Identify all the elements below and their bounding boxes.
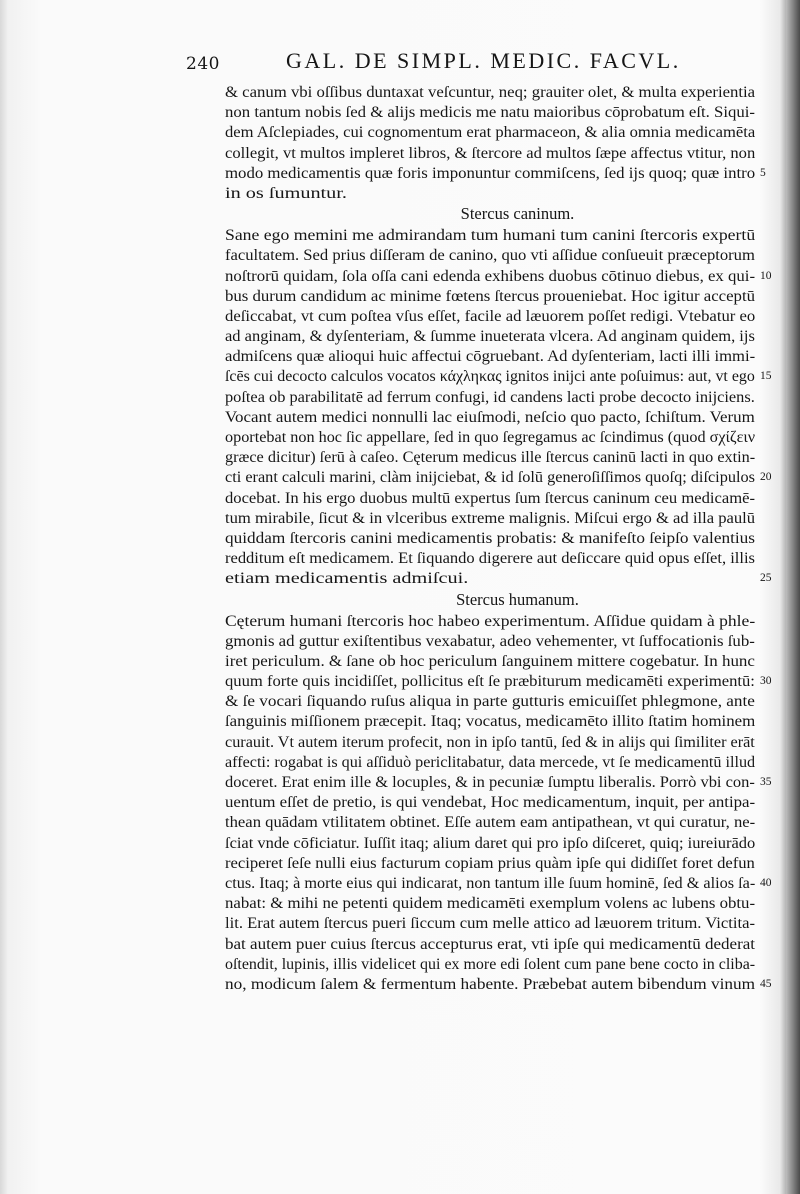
text-line: [225, 974, 770, 994]
line-number: 45: [760, 977, 772, 990]
line-number: 30: [760, 675, 772, 688]
text-line: [225, 266, 770, 286]
page-edge-shadow: [786, 0, 800, 1194]
text-line: [225, 893, 770, 913]
line-text: græce dicitur) ſerū à caſeo. Cęterum medicus ille ſtercus caninū lacti in quo extin-: [225, 448, 756, 467]
text-line: [225, 346, 770, 366]
text-line: [225, 548, 770, 568]
text-line: [225, 732, 770, 752]
line-text: bus durum candidum ac minime fœtens ſtercus proueniebat. Hoc igitur acceptū: [225, 286, 756, 305]
text-line: [225, 306, 770, 326]
line-text: quum forte quis incidiſſet, pollicitus eſt ſe præbiturum medicamēti experimentū:: [225, 672, 755, 691]
text-line: [225, 954, 770, 974]
text-line: [225, 225, 770, 245]
line-number: 25: [760, 572, 772, 585]
text-line: [225, 488, 770, 508]
text-line: [225, 812, 770, 832]
line-number: 5: [760, 166, 766, 179]
line-text: thean quādam vtilitatem obtinet. Eſſe autem eam antipathean, vt qui curatur, ne-: [225, 813, 756, 832]
line-text: & canum vbi oſſibus duntaxat veſcuntur, neq; grauiter olet, & multa experientia: [225, 83, 756, 101]
line-text: & ſe vocari ſiquando ruſus aliqua in parte gutturis emicuiſſet phlegmone, ante: [225, 692, 755, 711]
line-number: 20: [760, 471, 772, 484]
line-text: quiddam ſtercoris canini medicamentis probatis: & manifeſto ſeipſo valentius: [225, 528, 755, 547]
line-text: ſcēs cui decocto calculos vocatos κάχληκας ignitos inijci ante poſuimus: aut, vt ego: [225, 367, 755, 386]
line-text: poſtea ob parabilitatē ad ferrum confugi, id candens lacti probe decocto inijciens.: [225, 387, 755, 406]
line-text: deſiccabat, vt cum poſtea vſus eſſet, facile ad læuorem poſſet redigi. Vtebatur eo: [225, 306, 756, 325]
section-heading: Stercus caninum.: [460, 204, 575, 224]
text-line: [225, 122, 770, 142]
line-text: uentum eſſet de pretio, is qui vendebat, Hoc medicamentum, inquit, per antipa-: [225, 793, 756, 812]
text-line: [225, 568, 770, 588]
line-text: dem Aſclepiades, cui cognomentum erat pharmaceon, & alia omnia medicamēta: [225, 123, 756, 142]
line-text: no, modicum ſalem & fermentum habente. Præbebat autem bibendum vinum: [225, 974, 756, 993]
line-text: non tantum nobis ſed & alijs medicis me natu maioribus cōprobatum eſt. Siqui-: [225, 103, 756, 122]
page-header: [186, 48, 786, 78]
text-line: [225, 528, 770, 548]
text-line: [225, 508, 770, 528]
text-line: [225, 792, 770, 812]
line-text: ſanguinis miſſionem præcepit. Itaq; vocatus, medicamēto illito ſtatim hominem: [225, 712, 756, 731]
text-line: [225, 833, 770, 853]
text-line: [225, 366, 770, 386]
text-line: [225, 631, 770, 651]
text-line: [225, 772, 770, 792]
line-text: oſtendit, lupinis, illis videlicet qui ex more edi ſolent cum pane bene cocto in cliba-: [225, 954, 756, 973]
text-line: [225, 934, 770, 954]
line-number: 35: [760, 776, 772, 788]
line-text: gmonis ad guttur exiſtentibus vexabatur, adeo vehementer, vt ſuffocationis ſub-: [225, 631, 755, 650]
text-line: [225, 102, 770, 122]
line-text: bat autem puer cuius ſtercus accepturus erat, vti ipſe qui medicamentū dederat: [225, 934, 756, 953]
text-line: [225, 853, 770, 873]
line-text: noſtrorū quidam, ſola oſſa cani edenda exhibens duobus cōtinuo diebus, ex qui-: [225, 266, 756, 285]
line-text: affecti: rogabat is qui aſſiduò periclitabatur, data mercede, vt ſe medicamentū illud: [225, 752, 756, 771]
line-number: 15: [760, 370, 772, 383]
text-line: [225, 651, 770, 671]
line-text: Sane ego memini me admirandam tum humani tum canini ſtercoris expertū: [225, 226, 756, 245]
line-text: tum mirabile, ſicut & in vlceribus extreme malignis. Miſcui ergo & ad illa paulū: [225, 508, 756, 527]
line-text: oportebat non hoc ſic appellare, ſed in quo ſegregamus ac ſcindimus (quod σχίζειν: [225, 428, 756, 446]
text-line: [225, 752, 770, 772]
line-text: ad anginam, & dyſenteriam, & ſumme inueterata vlcera. Ad anginam quidem, ijs: [225, 327, 755, 346]
text-line: [225, 691, 770, 711]
line-text: iret periculum. & ſane ob hoc periculum ſanguinem mittere cogebatur. In hunc: [225, 651, 755, 670]
line-text: lit. Erat autem ſtercus pueri ſiccum cum melle attico ad læuorem tritum. Victita-: [225, 914, 756, 933]
line-text: doceret. Erat enim ille & locuples, & in pecuniæ ſumptu liberalis. Porrò vbi con-: [225, 773, 755, 791]
line-text: in os ſumuntur.: [225, 183, 347, 202]
line-text: admiſcens quæ alioqui huic affectui cōgruebant. Ad dyſenteriam, lacti illi immi-: [225, 347, 756, 366]
text-line: [225, 407, 770, 427]
text-line: [225, 163, 770, 183]
text-line: [225, 183, 770, 203]
line-text: docebat. In his ergo duobus multū expertus ſum ſtercus caninum ceu medicamē-: [225, 488, 755, 507]
text-line: [225, 82, 770, 102]
line-text: Cęterum humani ſtercoris hoc habeo experimentum. Aſſidue quidam à phle-: [225, 611, 756, 630]
text-line: [225, 143, 770, 163]
text-line: [225, 427, 770, 447]
line-number: 40: [760, 876, 772, 889]
text-line: [225, 387, 770, 407]
text-line: [225, 671, 770, 691]
line-text: reciperet ſeſe nulli eius facturum copiam prius quàm ipſe qui didiſſet foret defun: [225, 853, 755, 872]
line-text: nabat: & mihi ne petenti quidem medicamēti exemplum volens ac lubens obtu-: [225, 894, 756, 913]
line-text: ctus. Itaq; à morte eius qui indicarat, non tantum ille ſuum hominē, ſed & alios ſa-: [225, 873, 756, 892]
line-text: Vocant autem medici nonnulli lac eiuſmodi, neſcio quo pacto, ſchiſtum. Verum: [225, 407, 755, 426]
text-line: [225, 326, 770, 346]
text-line: [225, 873, 770, 893]
text-line: [225, 447, 770, 467]
line-text: ſciat vnde cōficiatur. Iuſſit itaq; alium daret qui pro ipſo diſceret, quiq; iureiurādo: [225, 833, 756, 852]
running-head: GAL. DE SIMPL. MEDIC. FACVL.: [286, 48, 681, 73]
line-text: modo medicamentis quæ foris imponuntur commiſcens, ſed ijs quoq; quæ intro: [225, 163, 756, 182]
text-line: [225, 913, 770, 933]
line-text: curauit. Vt autem iterum profecit, non in ipſo tantū, ſed & in alijs qui ſimiliter erāt: [225, 732, 755, 751]
text-line: [225, 286, 770, 306]
text-line: [225, 611, 770, 631]
line-text: collegit, vt multos impleret libros, & ſtercore ad multos ſæpe affectus vtitur, non: [225, 143, 756, 162]
text-line: [225, 711, 770, 731]
page-number: 240: [186, 54, 220, 74]
line-text: cti erant calculi marini, clàm inijciebat, & id ſolū generoſiſſimos quoſq; diſcipulos: [225, 468, 755, 487]
line-number: 10: [760, 269, 772, 282]
main-text: [225, 82, 770, 994]
line-text: etiam medicamentis admiſcui.: [225, 569, 469, 588]
section-heading: Stercus humanum.: [456, 589, 579, 609]
line-text: facultatem. Sed prius diſſeram de canino, quo vti aſſidue conſueuit præceptorum: [225, 246, 755, 265]
text-line: [225, 467, 770, 487]
line-text: redditum eſt medicamem. Et ſiquando digerere aut deſiccare quid opus eſſet, illis: [225, 549, 755, 568]
text-line: [225, 245, 770, 265]
